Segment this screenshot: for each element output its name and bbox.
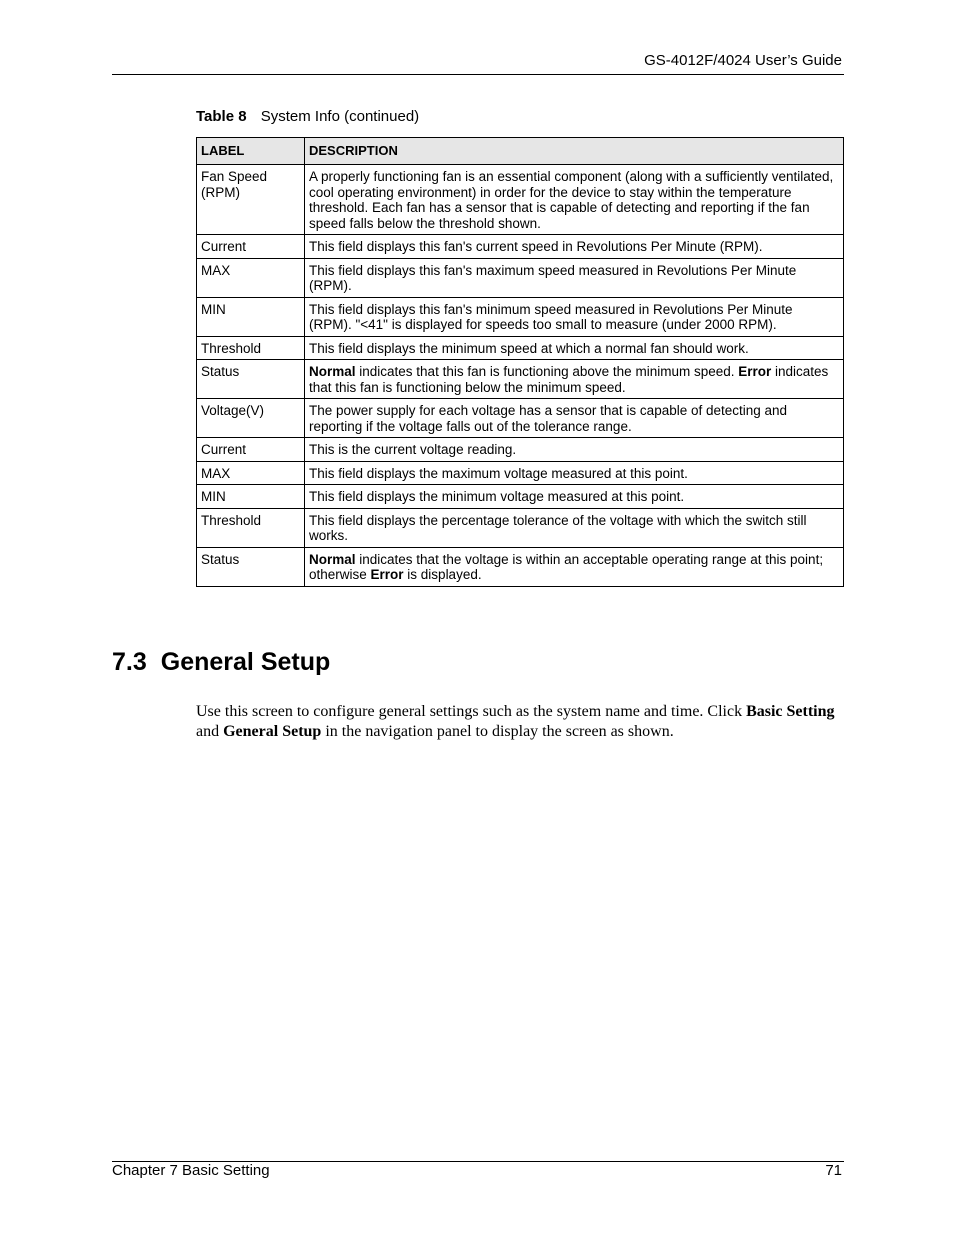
emphasis-text: Error (370, 567, 404, 582)
row-description: This field displays the percentage tolerance of the voltage with which the switch still works. (305, 508, 844, 547)
section-heading (112, 648, 330, 677)
row-label: MIN (197, 485, 305, 509)
table-row (197, 438, 844, 462)
emphasis-text: Normal (309, 551, 356, 567)
description-text: indicates that the voltage is within an acceptable operating range at this point; otherwise (309, 551, 824, 582)
row-description: This field displays the minimum voltage measured at this point. (305, 485, 844, 509)
table-caption-text: System Info (continued) (260, 108, 420, 125)
row-description: This field displays the minimum speed at which a normal fan should work. (305, 336, 844, 360)
row-label: Status (197, 360, 305, 399)
row-description (305, 360, 844, 399)
row-description: This field displays the maximum voltage measured at this point. (305, 461, 844, 485)
table-row (197, 360, 844, 399)
row-label: Current (197, 235, 305, 259)
row-description: This is the current voltage reading. (305, 438, 844, 462)
section-number: 7.3 (112, 648, 147, 676)
column-header-description: DESCRIPTION (305, 138, 844, 165)
row-description: This field displays this fan's current speed in Revolutions Per Minute (RPM). (305, 235, 844, 259)
system-info-table (196, 137, 844, 587)
row-description (305, 547, 844, 586)
column-header-label: LABEL (197, 138, 305, 165)
footer-page-number: 71 (825, 1162, 842, 1179)
table-row (197, 258, 844, 297)
row-label: Threshold (197, 508, 305, 547)
table-row (197, 336, 844, 360)
description-text: indicates that this fan is functioning above the minimum speed. (355, 364, 739, 379)
row-label: Fan Speed (RPM) (197, 165, 305, 235)
paragraph-text: and (196, 723, 224, 740)
row-label: MIN (197, 297, 305, 336)
row-description: The power supply for each voltage has a sensor that is capable of detecting and reporting if the voltage falls out of the tolerance range. (305, 399, 844, 438)
table-row (197, 461, 844, 485)
table-row (197, 399, 844, 438)
table-row (197, 165, 844, 235)
section-title-text: General Setup (160, 648, 331, 676)
table-header-row (197, 138, 844, 165)
paragraph-text: Use this screen to configure general settings such as the system name and time. Click (196, 703, 747, 720)
table-row (197, 485, 844, 509)
intro-paragraph (196, 702, 844, 742)
footer-chapter: Chapter 7 Basic Setting (112, 1162, 270, 1179)
table-row (197, 508, 844, 547)
row-description: A properly functioning fan is an essential component (along with a sufficiently ventilated, cool operating environment) in order for the device to stay within the temperature threshold. Each fan has a sensor that is capable of detecting and reporting if the fan speed falls below the threshold shown. (305, 165, 844, 235)
row-label: Threshold (197, 336, 305, 360)
emphasis-text: Basic Setting (746, 703, 835, 720)
paragraph-text: in the navigation panel to display the screen as shown. (321, 723, 674, 740)
header-divider (112, 74, 844, 75)
emphasis-text: General Setup (223, 723, 322, 740)
table-caption (196, 108, 419, 125)
row-label: Voltage(V) (197, 399, 305, 438)
row-label: MAX (197, 258, 305, 297)
row-description: This field displays this fan's maximum speed measured in Revolutions Per Minute (RPM). (305, 258, 844, 297)
table-row (197, 235, 844, 259)
description-text: indicates that this fan is functioning below the minimum speed. (309, 364, 829, 395)
row-label: Current (197, 438, 305, 462)
emphasis-text: Normal (309, 364, 356, 379)
row-description: This field displays this fan's minimum speed measured in Revolutions Per Minute (RPM). "<41" is displayed for speeds too small to measure (under 2000 RPM). (305, 297, 844, 336)
row-label: Status (197, 547, 305, 586)
table-caption-label: Table 8 (196, 108, 247, 125)
emphasis-text: Error (738, 364, 772, 379)
page-header-title: GS-4012F/4024 User’s Guide (644, 52, 842, 69)
table-row (197, 547, 844, 586)
description-text: is displayed. (403, 567, 482, 582)
table-row (197, 297, 844, 336)
row-label: MAX (197, 461, 305, 485)
table-body (197, 165, 844, 587)
